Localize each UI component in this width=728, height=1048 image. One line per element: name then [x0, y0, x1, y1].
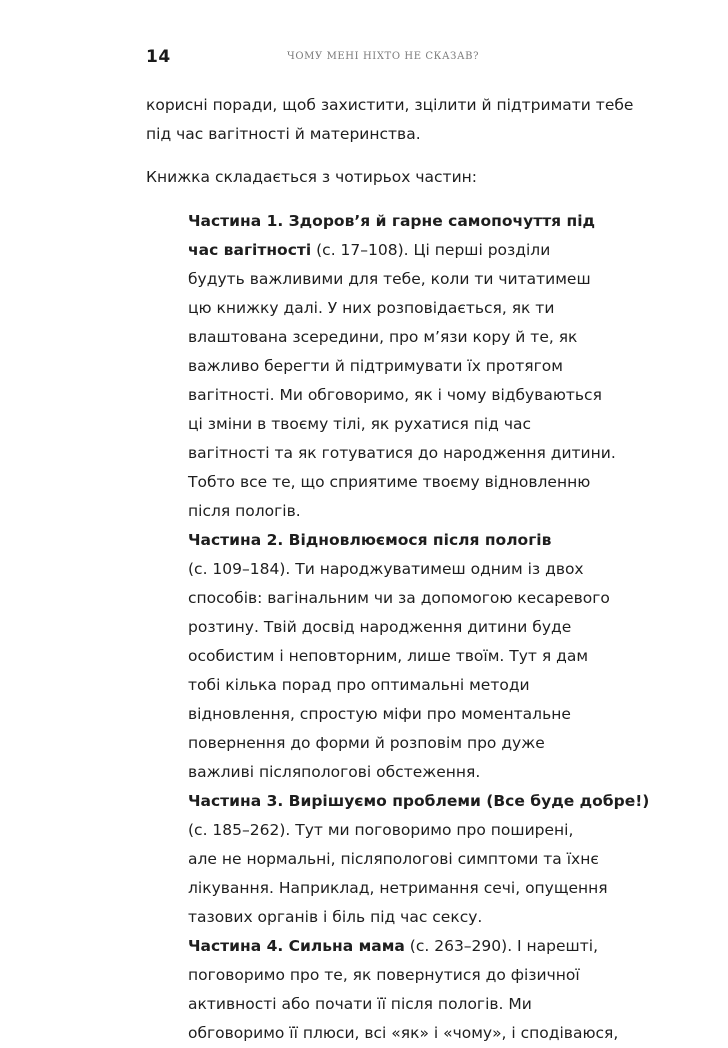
page-number: 14 — [146, 47, 171, 67]
text-line: важливі післяпологові обстеження. — [188, 763, 481, 781]
part-3-title: Частина 3. Вирішуємо проблеми (Все буде добре!) — [188, 792, 650, 810]
text-line: (с. 185–262). Тут ми поговоримо про поширені, — [188, 821, 574, 839]
text-line: ці зміни в твоєму тілі, як рухатися під час — [188, 415, 532, 433]
text-line: поговоримо про те, як повернутися до фізичної — [188, 966, 580, 984]
intro-paragraph — [146, 91, 634, 149]
text-line: вагітності. Ми обговоримо, як і чому відбуваються — [188, 386, 602, 404]
text-line: після пологів. — [188, 502, 301, 520]
text-line: під час вагітності й материнства. — [146, 125, 421, 143]
text-line: будуть важливими для тебе, коли ти читатимеш — [188, 270, 591, 288]
text-line: Тобто все те, що сприятиме твоєму відновленню — [188, 473, 591, 491]
text-line — [188, 236, 618, 265]
part-1-pages: (с. 17–108). Ці перші розділи — [311, 241, 551, 259]
text-line: але не нормальні, післяпологові симптоми та їхнє — [188, 850, 599, 868]
running-title: ЧОМУ МЕНІ НІХТО НЕ СКАЗАВ? — [287, 51, 480, 62]
part-4-pages: (с. 263–290). І нарешті, — [404, 937, 598, 955]
lead-sentence: Книжка складається з чотирьох частин: — [146, 168, 478, 186]
part-4-title: Частина 4. Сильна мама — [188, 937, 405, 955]
text-line: влаштована зсередини, про м’язи кору й те, як — [188, 328, 578, 346]
text-line: відновлення, спростую міфи про моментальне — [188, 705, 571, 723]
text-line: тобі кілька порад про оптимальні методи — [188, 676, 530, 694]
text-line: способів: вагінальним чи за допомогою кесаревого — [188, 589, 610, 607]
text-line: обговоримо її плюси, всі «як» і «чому», і сподіваюся, — [188, 1024, 619, 1042]
part-2-title: Частина 2. Відновлюємося після пологів — [188, 531, 552, 549]
text-line: цю книжку далі. У них розповідається, як ти — [188, 299, 555, 317]
text-line: вагітності та як готуватися до народження дитини. — [188, 444, 616, 462]
text-line: особистим і неповторним, лише твоїм. Тут я дам — [188, 647, 589, 665]
text-line — [188, 932, 618, 961]
text-line: лікування. Наприклад, нетримання сечі, опущення — [188, 879, 608, 897]
text-line: активності або почати її після пологів. Ми — [188, 995, 532, 1013]
text-line: важливо берегти й підтримувати їх протягом — [188, 357, 563, 375]
text-line: (с. 109–184). Ти народжуватимеш одним із двох — [188, 560, 584, 578]
part-1-title: Частина 1. Здоров’я й гарне самопочуття під — [188, 212, 596, 230]
text-line: корисні поради, щоб захистити, зцілити й підтримати тебе — [146, 96, 634, 114]
parts-list — [188, 207, 650, 1048]
text-line: розтину. Твій досвід народження дитини буде — [188, 618, 572, 636]
text-line: повернення до форми й розповім про дуже — [188, 734, 545, 752]
part-1-title-cont: час вагітності — [188, 241, 312, 259]
text-line: тазових органів і біль під час сексу. — [188, 908, 483, 926]
